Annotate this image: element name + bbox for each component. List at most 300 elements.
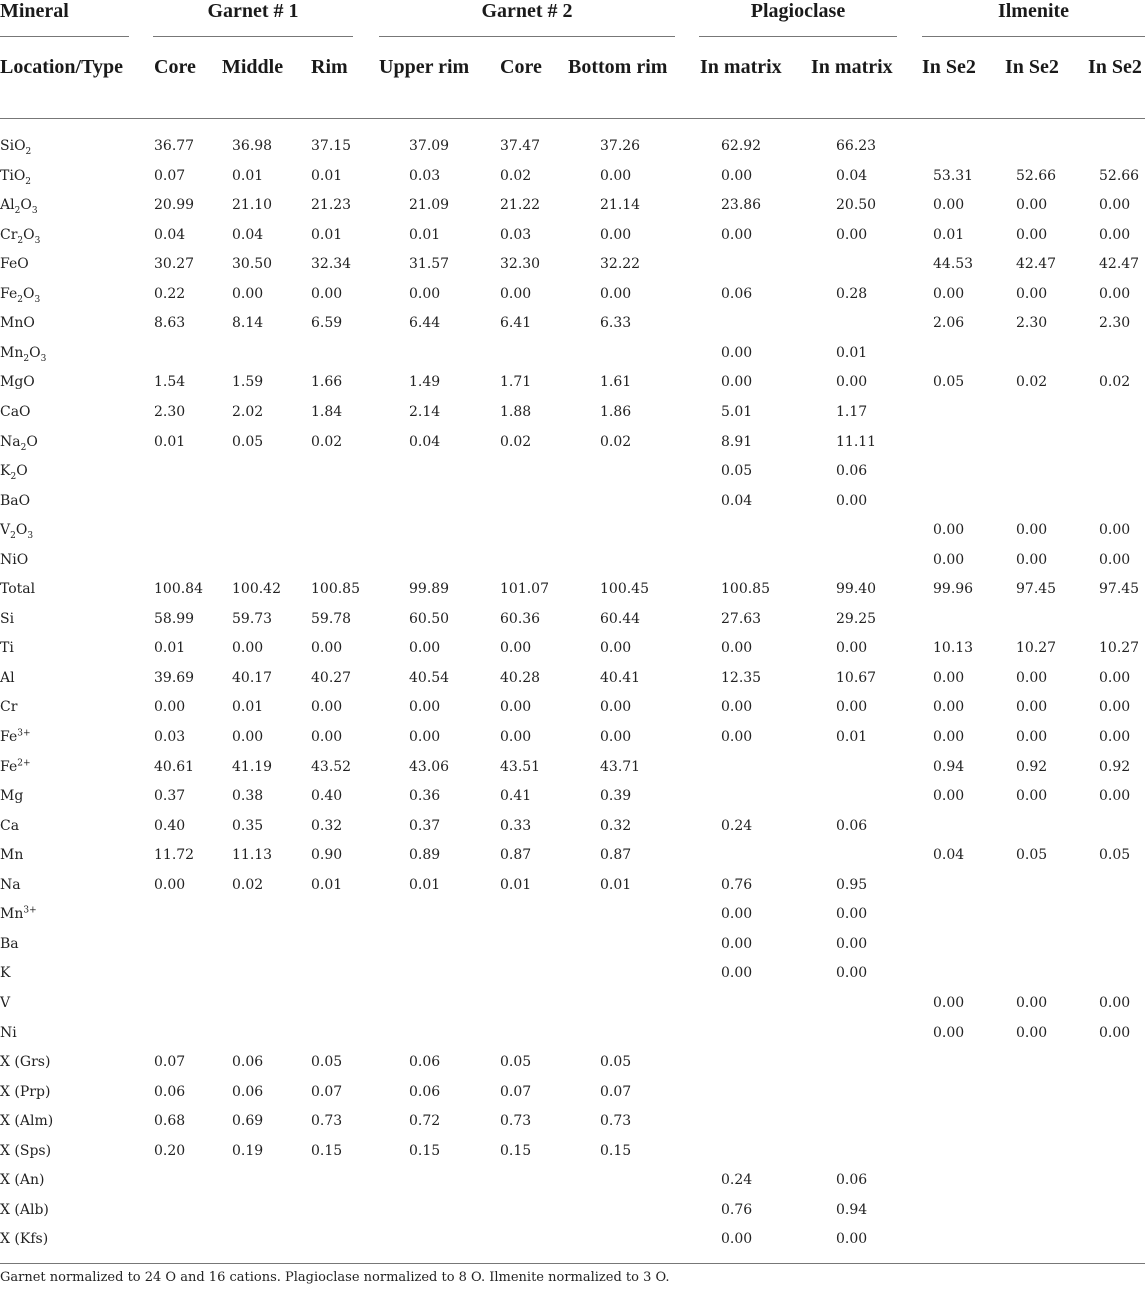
table-cell: 0.00 — [1016, 788, 1048, 805]
table-cell: 41.19 — [232, 758, 273, 775]
row-label: Ti — [0, 640, 14, 657]
table-cell: 0.03 — [409, 167, 441, 184]
table-cell: 0.40 — [154, 817, 186, 834]
row-label: X (Alb) — [0, 1201, 49, 1218]
table-cell: 0.02 — [1016, 374, 1048, 391]
table-cell: 29.25 — [836, 610, 877, 627]
table-cell: 100.84 — [154, 581, 203, 598]
row-label: X (Kfs) — [0, 1231, 49, 1248]
table-cell: 0.00 — [154, 876, 186, 893]
group-rule-garnet-1 — [153, 36, 353, 37]
row-label: Ba — [0, 935, 19, 952]
table-cell: 0.00 — [721, 1231, 753, 1248]
table-cell: 0.00 — [836, 492, 868, 509]
row-label: Ca — [0, 817, 20, 834]
table-cell: 0.06 — [836, 1172, 868, 1189]
column-header: In Se2 — [1005, 56, 1059, 78]
table-cell: 1.61 — [600, 374, 632, 391]
table-cell: 0.05 — [933, 374, 965, 391]
table-cell: 0.01 — [311, 167, 343, 184]
table-cell: 1.54 — [154, 374, 186, 391]
table-cell: 0.07 — [154, 167, 186, 184]
table-cell: 0.37 — [409, 817, 441, 834]
table-cell: 0.95 — [836, 876, 868, 893]
table-cell: 97.45 — [1099, 581, 1140, 598]
table-cell: 43.71 — [600, 758, 641, 775]
table-cell: 0.00 — [1099, 285, 1131, 302]
table-cell: 0.00 — [1016, 729, 1048, 745]
table-cell: 0.00 — [600, 729, 632, 745]
table-cell: 0.73 — [311, 1113, 343, 1130]
table-cell: 0.89 — [409, 847, 441, 864]
table-cell: 8.91 — [721, 433, 753, 450]
table-cell: 0.15 — [409, 1142, 441, 1159]
table-cell: 0.00 — [409, 640, 441, 657]
table-cell: 0.04 — [836, 167, 868, 184]
row-label: X (Alm) — [0, 1113, 54, 1130]
table-cell: 0.00 — [721, 374, 753, 391]
table-cell: 97.45 — [1016, 581, 1057, 598]
table-cell: 0.00 — [933, 197, 965, 214]
table-cell: 0.01 — [933, 226, 965, 243]
table-cell: 0.00 — [311, 699, 343, 716]
table-cell: 0.94 — [836, 1201, 868, 1218]
table-cell: 11.11 — [836, 433, 877, 450]
table-cell: 0.00 — [721, 906, 753, 923]
table-cell: 0.01 — [311, 876, 343, 893]
table-cell: 0.36 — [409, 788, 441, 805]
table-cell: 0.05 — [500, 1054, 532, 1071]
table-cell: 23.86 — [721, 197, 762, 214]
table-cell: 42.47 — [1016, 256, 1057, 273]
table-cell: 0.20 — [154, 1142, 186, 1159]
table-cell: 0.24 — [721, 1172, 753, 1189]
table-cell: 0.37 — [154, 788, 186, 805]
table-cell: 37.26 — [600, 138, 641, 154]
group-rule-plagioclase — [699, 36, 897, 37]
table-cell: 0.33 — [500, 817, 532, 834]
table-cell: 0.15 — [311, 1142, 343, 1159]
table-cell: 60.44 — [600, 610, 641, 627]
table-cell: 0.00 — [721, 699, 753, 716]
table-cell: 21.22 — [500, 197, 541, 214]
table-cell: 0.00 — [836, 226, 868, 243]
table-cell: 0.72 — [409, 1113, 441, 1130]
column-header: Bottom rim — [568, 56, 668, 78]
table-cell: 53.31 — [933, 167, 974, 184]
table-cell: 39.69 — [154, 669, 195, 686]
table-cell: 6.41 — [500, 315, 532, 332]
table-cell: 0.76 — [721, 1201, 753, 1218]
row-label: Ni — [0, 1024, 17, 1041]
table-cell: 0.35 — [232, 817, 264, 834]
row-label: $V_2O_3$ — [0, 522, 34, 541]
table-cell: 0.94 — [933, 758, 965, 775]
table-bottom-rule — [0, 1263, 1145, 1264]
table-cell: 0.00 — [1099, 788, 1131, 805]
table-cell: 0.00 — [721, 935, 753, 952]
table-cell: 0.00 — [1016, 1024, 1048, 1041]
row-label: $Fe^{3+}$ — [0, 728, 31, 745]
table-cell: 0.00 — [836, 1231, 868, 1248]
table-cell: 0.01 — [311, 226, 343, 243]
table-cell: 0.87 — [500, 847, 532, 864]
table-cell: 0.39 — [600, 788, 632, 805]
table-cell: 0.05 — [1016, 847, 1048, 864]
table-cell: 43.52 — [311, 758, 352, 775]
table-cell: 0.00 — [1099, 699, 1131, 716]
table-cell: 0.00 — [933, 994, 965, 1011]
table-cell: 0.05 — [721, 463, 753, 480]
table-cell: 0.00 — [1016, 226, 1048, 243]
table-cell: 6.33 — [600, 315, 632, 332]
location-type-header: Location/Type — [0, 56, 123, 78]
table-cell: 0.00 — [1016, 551, 1048, 568]
table-cell: 0.00 — [721, 226, 753, 243]
table-cell: 11.13 — [232, 847, 273, 864]
table-cell: 0.04 — [232, 226, 264, 243]
table-cell: 27.63 — [721, 610, 762, 627]
table-cell: 0.04 — [933, 847, 965, 864]
table-cell: 43.06 — [409, 758, 450, 775]
table-cell: 40.17 — [232, 669, 273, 686]
table-cell: 0.02 — [500, 433, 532, 450]
table-cell: 0.00 — [1099, 197, 1131, 214]
table-cell: 5.01 — [721, 403, 753, 420]
table-cell: 0.90 — [311, 847, 343, 864]
table-cell: 21.10 — [232, 197, 273, 214]
table-cell: 37.09 — [409, 138, 450, 154]
table-cell: 40.28 — [500, 669, 541, 686]
table-cell: 0.00 — [409, 729, 441, 745]
row-label: Total — [0, 581, 36, 598]
table-cell: 0.02 — [232, 876, 264, 893]
table-cell: 0.00 — [500, 699, 532, 716]
group-rule-garnet-2 — [379, 36, 675, 37]
table-cell: 0.22 — [154, 285, 186, 302]
table-cell: 0.05 — [1099, 847, 1131, 864]
table-cell: 0.00 — [933, 522, 965, 539]
table-cell: 0.73 — [500, 1113, 532, 1130]
table-cell: 0.00 — [721, 965, 753, 982]
table-cell: 0.01 — [409, 226, 441, 243]
table-cell: 0.00 — [500, 285, 532, 302]
table-cell: 0.01 — [154, 433, 186, 450]
table-cell: 10.27 — [1016, 640, 1057, 657]
table-cell: 0.04 — [154, 226, 186, 243]
table-cell: 0.00 — [933, 669, 965, 686]
table-cell: 0.00 — [600, 640, 632, 657]
table-cell: 0.00 — [232, 729, 264, 745]
table-cell: 1.71 — [500, 374, 532, 391]
table-cell: 100.85 — [311, 581, 360, 598]
row-label: V — [0, 994, 11, 1011]
group-plagioclase: Plagioclase — [750, 0, 846, 22]
table-cell: 0.00 — [1016, 699, 1048, 716]
table-cell: 37.15 — [311, 138, 352, 154]
table-cell: 0.03 — [500, 226, 532, 243]
table-cell: 1.17 — [836, 403, 868, 420]
table-cell: 0.00 — [311, 729, 343, 745]
table-cell: 0.06 — [836, 817, 868, 834]
table-cell: 99.40 — [836, 581, 877, 598]
table-cell: 59.73 — [232, 610, 273, 627]
table-cell: 0.00 — [1016, 522, 1048, 539]
row-label: $Mn_2O_3$ — [0, 344, 47, 364]
table-cell: 0.92 — [1099, 758, 1131, 775]
column-header: Middle — [222, 56, 284, 78]
table-cell: 0.00 — [600, 699, 632, 716]
row-label: MgO — [0, 374, 35, 391]
row-label: Na — [0, 876, 21, 893]
table-cell: 32.22 — [600, 256, 641, 273]
table-cell: 0.00 — [600, 167, 632, 184]
row-label: FeO — [0, 256, 29, 273]
table-cell: 0.00 — [721, 344, 753, 361]
table-cell: 2.30 — [154, 403, 186, 420]
table-cell: 0.32 — [311, 817, 343, 834]
table-cell: 20.50 — [836, 197, 877, 214]
row-label: $Fe^{2+}$ — [0, 757, 31, 775]
table-cell: 0.06 — [721, 285, 753, 302]
table-cell: 8.63 — [154, 315, 186, 332]
row-label: $K_2O$ — [0, 463, 28, 482]
table-cell: 0.00 — [933, 699, 965, 716]
table-cell: 0.19 — [232, 1142, 264, 1159]
table-cell: 37.47 — [500, 138, 541, 154]
table-cell: 0.06 — [409, 1083, 441, 1100]
table-cell: 52.66 — [1016, 167, 1057, 184]
table-cell: 0.15 — [600, 1142, 632, 1159]
table-cell: 40.61 — [154, 758, 195, 775]
column-header: In matrix — [811, 56, 893, 78]
table-cell: 0.00 — [232, 640, 264, 657]
table-cell: 21.14 — [600, 197, 641, 214]
table-cell: 0.00 — [409, 285, 441, 302]
table-cell: 0.01 — [232, 167, 264, 184]
table-cell: 0.73 — [600, 1113, 632, 1130]
table-cell: 0.00 — [154, 699, 186, 716]
table-cell: 100.85 — [721, 581, 770, 598]
row-label: $Fe_2O_3$ — [0, 285, 41, 305]
table-cell: 60.36 — [500, 610, 541, 627]
table-cell: 0.24 — [721, 817, 753, 834]
table-cell: 0.01 — [836, 729, 868, 745]
table-cell: 0.00 — [600, 285, 632, 302]
table-cell: 60.50 — [409, 610, 450, 627]
row-label: X (Sps) — [0, 1142, 52, 1159]
table-cell: 0.68 — [154, 1113, 186, 1130]
table-cell: 1.88 — [500, 403, 532, 420]
table-cell: 0.00 — [232, 285, 264, 302]
table-cell: 21.23 — [311, 197, 352, 214]
table-cell: 11.72 — [154, 847, 195, 864]
group-rule-label — [0, 36, 129, 37]
table-cell: 0.01 — [232, 699, 264, 716]
table-cell: 0.00 — [933, 1024, 965, 1041]
table-cell: 0.00 — [1016, 669, 1048, 686]
group-ilmenite: Ilmenite — [997, 0, 1070, 22]
table-cell: 0.00 — [836, 935, 868, 952]
table-cell: 1.66 — [311, 374, 343, 391]
header-bottom-rule — [0, 118, 1145, 119]
group-garnet-2: Garnet # 2 — [481, 0, 573, 22]
table-cell: 0.01 — [500, 876, 532, 893]
table-cell: 0.00 — [836, 374, 868, 391]
row-label: Si — [0, 610, 15, 627]
table-cell: 43.51 — [500, 758, 541, 775]
row-label: CaO — [0, 403, 31, 420]
table-cell: 0.00 — [500, 640, 532, 657]
table-cell: 0.00 — [500, 729, 532, 745]
table-cell: 0.06 — [836, 463, 868, 480]
table-cell: 0.02 — [600, 433, 632, 450]
table-cell: 0.00 — [721, 640, 753, 657]
table-cell: 0.04 — [409, 433, 441, 450]
row-label: $Al_2O_3$ — [0, 197, 38, 216]
table-cell: 30.27 — [154, 256, 195, 273]
table-cell: 0.01 — [600, 876, 632, 893]
table-cell: 1.59 — [232, 374, 264, 391]
row-label: BaO — [0, 492, 31, 509]
column-header: Upper rim — [379, 56, 470, 78]
row-label: Mn — [0, 847, 24, 864]
row-label: TiO$_2$ — [0, 167, 32, 187]
row-label: X (An) — [0, 1172, 45, 1189]
table-cell: 0.41 — [500, 788, 532, 805]
table-cell: 0.07 — [500, 1083, 532, 1100]
table-cell: 0.00 — [836, 965, 868, 982]
table-cell: 0.00 — [1099, 669, 1131, 686]
table-cell: 0.00 — [933, 551, 965, 568]
row-label: X (Grs) — [0, 1054, 51, 1071]
table-cell: 99.89 — [409, 581, 450, 598]
table-cell: 0.06 — [409, 1054, 441, 1071]
table-cell: 36.77 — [154, 138, 195, 154]
table-cell: 36.98 — [232, 138, 273, 154]
table-cell: 0.05 — [232, 433, 264, 450]
table-cell: 32.30 — [500, 256, 541, 273]
table-cell: 62.92 — [721, 138, 762, 154]
table-cell: 59.78 — [311, 610, 352, 627]
table-cell: 0.01 — [154, 640, 186, 657]
table-cell: 0.00 — [1016, 197, 1048, 214]
table-cell: 40.41 — [600, 669, 641, 686]
table-cell: 0.28 — [836, 285, 868, 302]
table-cell: 0.76 — [721, 876, 753, 893]
table-cell: 0.00 — [933, 788, 965, 805]
table-cell: 0.00 — [1016, 994, 1048, 1011]
table-cell: 52.66 — [1099, 167, 1140, 184]
table-cell: 0.07 — [600, 1083, 632, 1100]
table-cell: 2.14 — [409, 403, 441, 420]
row-label: Mg — [0, 788, 24, 805]
table-cell: 0.03 — [154, 729, 186, 745]
table-cell: 0.06 — [232, 1054, 264, 1071]
table-cell: 0.01 — [836, 344, 868, 361]
column-header: In Se2 — [922, 56, 976, 78]
table-cell: 0.00 — [933, 285, 965, 302]
mineral-header: Mineral — [0, 0, 69, 22]
table-cell: 0.00 — [721, 167, 753, 184]
table-cell: 10.13 — [933, 640, 974, 657]
column-header: Core — [500, 56, 542, 78]
table-cell: 2.06 — [933, 315, 965, 332]
table-cell: 0.00 — [311, 640, 343, 657]
table-cell: 2.02 — [232, 403, 264, 420]
table-cell: 0.32 — [600, 817, 632, 834]
row-label: SiO$_2$ — [0, 138, 32, 157]
table-cell: 8.14 — [232, 315, 264, 332]
table-cell: 99.96 — [933, 581, 974, 598]
table-cell: 0.01 — [409, 876, 441, 893]
table-cell: 12.35 — [721, 669, 762, 686]
table-cell: 10.27 — [1099, 640, 1140, 657]
table-cell: 0.02 — [1099, 374, 1131, 391]
table-cell: 1.86 — [600, 403, 632, 420]
table-cell: 0.00 — [600, 226, 632, 243]
table-cell: 0.06 — [154, 1083, 186, 1100]
row-label: K — [0, 965, 11, 982]
table-cell: 0.15 — [500, 1142, 532, 1159]
table-cell: 0.92 — [1016, 758, 1048, 775]
table-cell: 21.09 — [409, 197, 450, 214]
table-cell: 0.00 — [1099, 551, 1131, 568]
group-rule-ilmenite — [922, 36, 1145, 37]
table-cell: 0.00 — [311, 285, 343, 302]
table-cell: 20.99 — [154, 197, 195, 214]
row-label: $Mn^{3+}$ — [0, 905, 37, 923]
table-cell: 0.07 — [154, 1054, 186, 1071]
table-cell: 0.00 — [836, 640, 868, 657]
row-label: MnO — [0, 315, 35, 332]
table-cell: 44.53 — [933, 256, 974, 273]
table-cell: 0.05 — [311, 1054, 343, 1071]
table-cell: 0.00 — [1099, 522, 1131, 539]
table-cell: 42.47 — [1099, 256, 1140, 273]
table-cell: 0.00 — [721, 729, 753, 745]
table-cell: 0.00 — [933, 729, 965, 745]
table-cell: 0.00 — [836, 699, 868, 716]
column-header: In matrix — [700, 56, 782, 78]
table-cell: 0.87 — [600, 847, 632, 864]
table-cell: 58.99 — [154, 610, 195, 627]
table-cell: 66.23 — [836, 138, 877, 154]
table-cell: 0.04 — [721, 492, 753, 509]
row-label: $Na_2O$ — [0, 433, 38, 453]
table-cell: 1.49 — [409, 374, 441, 391]
table-cell: 0.00 — [1099, 729, 1131, 745]
column-header: Core — [154, 56, 196, 78]
table-cell: 0.00 — [409, 699, 441, 716]
table-cell: 0.02 — [311, 433, 343, 450]
row-label: X (Prp) — [0, 1083, 51, 1100]
table-cell: 6.59 — [311, 315, 343, 332]
column-header: In Se2 — [1088, 56, 1142, 78]
table-cell: 0.00 — [1099, 994, 1131, 1011]
table-cell: 40.54 — [409, 669, 450, 686]
row-label: $Cr_2O_3$ — [0, 226, 41, 246]
table-cell: 0.00 — [836, 906, 868, 923]
table-cell: 0.06 — [232, 1083, 264, 1100]
table-cell: 1.84 — [311, 403, 343, 420]
row-label: Al — [0, 669, 15, 686]
table-cell: 2.30 — [1016, 315, 1048, 332]
table-cell: 0.00 — [1099, 226, 1131, 243]
table-cell: 10.67 — [836, 669, 877, 686]
row-label: Cr — [0, 699, 18, 716]
table-cell: 32.34 — [311, 256, 352, 273]
